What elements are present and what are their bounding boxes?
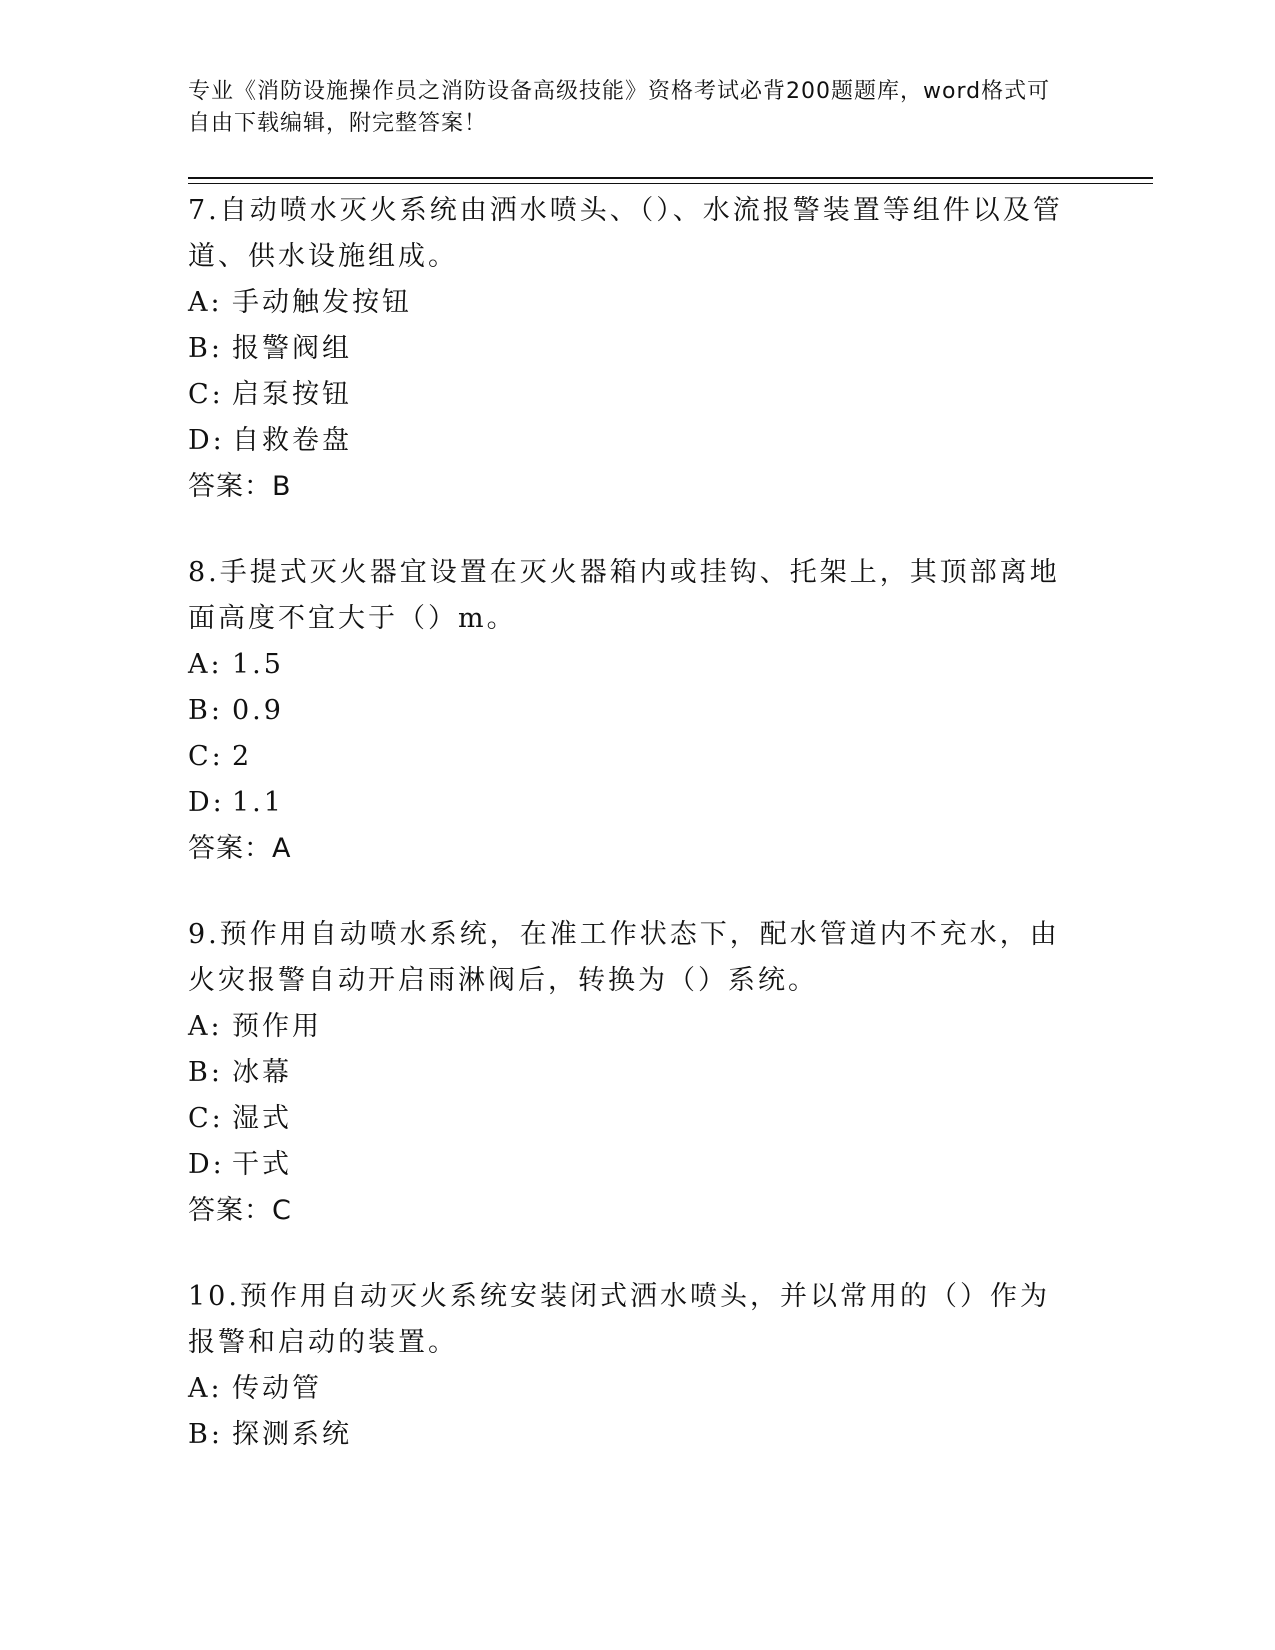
option-text: 手动触发按钮 bbox=[232, 287, 412, 318]
option-key: D: bbox=[188, 425, 225, 456]
option-key: C: bbox=[188, 379, 224, 410]
option-text: 传动管 bbox=[232, 1373, 322, 1404]
option-text: 1.5 bbox=[232, 649, 284, 680]
option-key: D: bbox=[188, 1149, 225, 1180]
option-text: 自救卷盘 bbox=[232, 425, 352, 456]
question-stem: 8.手提式灭火器宜设置在灭火器箱内或挂钩、托架上，其顶部离地面高度不宜大于（）m。 bbox=[188, 557, 1060, 634]
option-a bbox=[188, 1366, 1068, 1412]
option-text: 湿式 bbox=[232, 1103, 292, 1134]
option-b bbox=[188, 1050, 1068, 1096]
question-stem: 10.预作用自动灭火系统安装闭式洒水喷头，并以常用的（）作为报警和启动的装置。 bbox=[188, 1281, 1050, 1358]
answer-line: 答案：A bbox=[188, 833, 292, 864]
option-key: A: bbox=[188, 1011, 223, 1042]
option-b bbox=[188, 1412, 1068, 1458]
option-key: B: bbox=[188, 1057, 223, 1088]
option-key: B: bbox=[188, 695, 223, 726]
option-d bbox=[188, 418, 1068, 464]
option-c bbox=[188, 1096, 1068, 1142]
option-key: B: bbox=[188, 333, 223, 364]
answer-line: 答案：B bbox=[188, 471, 292, 502]
option-text: 报警阀组 bbox=[232, 333, 352, 364]
option-a bbox=[188, 280, 1068, 326]
question-7 bbox=[188, 188, 1068, 510]
question-list bbox=[188, 188, 1068, 1498]
option-text: 2 bbox=[232, 741, 253, 772]
option-text: 冰幕 bbox=[232, 1057, 292, 1088]
option-d bbox=[188, 1142, 1068, 1188]
question-9 bbox=[188, 912, 1068, 1234]
option-a bbox=[188, 1004, 1068, 1050]
question-8 bbox=[188, 550, 1068, 872]
question-10 bbox=[188, 1274, 1068, 1458]
question-stem: 9.预作用自动喷水系统，在准工作状态下，配水管道内不充水，由火灾报警自动开启雨淋阀后，转换为（）系统。 bbox=[188, 919, 1060, 996]
option-key: B: bbox=[188, 1419, 223, 1450]
option-key: A: bbox=[188, 1373, 223, 1404]
option-key: C: bbox=[188, 1103, 224, 1134]
option-text: 干式 bbox=[232, 1149, 292, 1180]
option-key: A: bbox=[188, 649, 223, 680]
question-stem: 7.自动喷水灭火系统由洒水喷头、（）、水流报警装置等组件以及管道、供水设施组成。 bbox=[188, 195, 1063, 272]
header-divider-thin bbox=[188, 183, 1153, 184]
option-key: D: bbox=[188, 787, 225, 818]
answer-line: 答案：C bbox=[188, 1195, 292, 1226]
option-key: C: bbox=[188, 741, 224, 772]
option-text: 探测系统 bbox=[232, 1419, 352, 1450]
option-key: A: bbox=[188, 287, 223, 318]
option-text: 预作用 bbox=[232, 1011, 322, 1042]
option-c bbox=[188, 734, 1068, 780]
header-divider-thick bbox=[188, 177, 1153, 179]
option-c bbox=[188, 372, 1068, 418]
option-text: 1.1 bbox=[232, 787, 284, 818]
option-text: 0.9 bbox=[232, 695, 284, 726]
option-a bbox=[188, 642, 1068, 688]
document-header: 专业《消防设施操作员之消防设备高级技能》资格考试必背200题题库，word格式可自由下载编辑，附完整答案！ bbox=[188, 79, 1051, 136]
option-d bbox=[188, 780, 1068, 826]
option-text: 启泵按钮 bbox=[232, 379, 352, 410]
option-b bbox=[188, 688, 1068, 734]
option-b bbox=[188, 326, 1068, 372]
